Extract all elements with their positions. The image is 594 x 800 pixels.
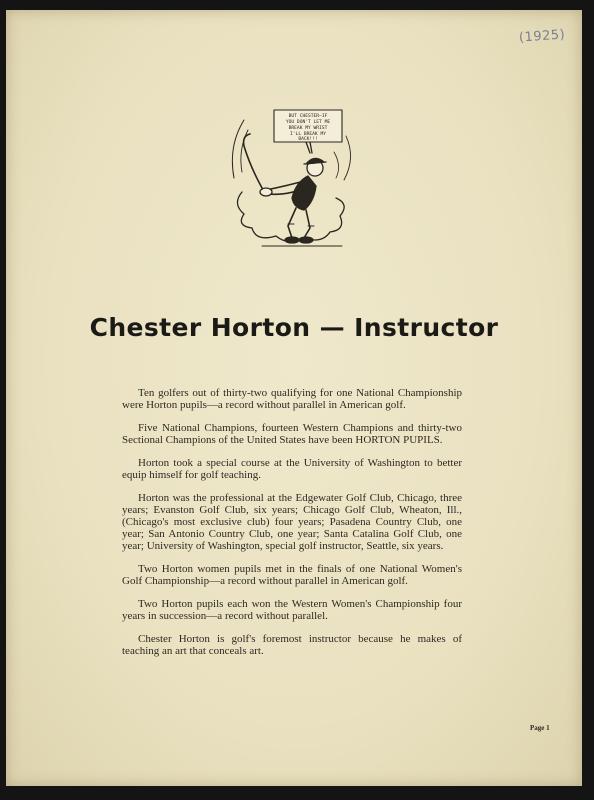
page-number: Page 1 xyxy=(530,724,550,732)
speech-line: BACK!!! xyxy=(298,137,318,142)
paragraph: Two Horton women pupils met in the finals of one National Women's Golf Championship—a record without parallel in American golf. xyxy=(122,563,462,587)
page-title: Chester Horton — Instructor xyxy=(89,313,499,342)
speech-line: YOU DON'T LET ME xyxy=(285,120,331,125)
paragraph: Two Horton pupils each won the Western Women's Championship four years in succession—a record without parallel. xyxy=(122,598,462,622)
paragraph: Horton was the professional at the Edgewater Golf Club, Chicago, three years; Evanston Golf Club, six years; Chicago Golf Club, Wheaton, Ill., (Chicago's most exclusive club) four years; Pasadena Country Club, one year; San Antonio Country Club, one year; Santa Catalina Golf Club, one year; University of Washington, special golf instructor, Seattle, six years. xyxy=(122,492,462,552)
speech-line: I'LL BREAK MY xyxy=(290,132,326,137)
golfer-cartoon-illustration xyxy=(222,106,362,258)
paragraph: Horton took a special course at the University of Washington to better equip himself for golf teaching. xyxy=(122,457,462,481)
paragraph: Chester Horton is golf's foremost instructor because he makes of teaching an art that conceals art. xyxy=(122,633,462,657)
paragraph: Five National Champions, fourteen Western Champions and thirty-two Sectional Champions of the United States have been HORTON PUPILS. xyxy=(122,422,462,446)
document-page xyxy=(6,10,582,786)
paragraph: Ten golfers out of thirty-two qualifying for one National Championship were Horton pupils—a record without parallel in American golf. xyxy=(122,387,462,411)
handwritten-year-annotation: (1925) xyxy=(518,27,566,46)
body-text xyxy=(122,387,462,668)
speech-line: BREAK MY WRIST xyxy=(288,126,328,131)
speech-line: BUT CHESTER—IF xyxy=(288,114,328,119)
